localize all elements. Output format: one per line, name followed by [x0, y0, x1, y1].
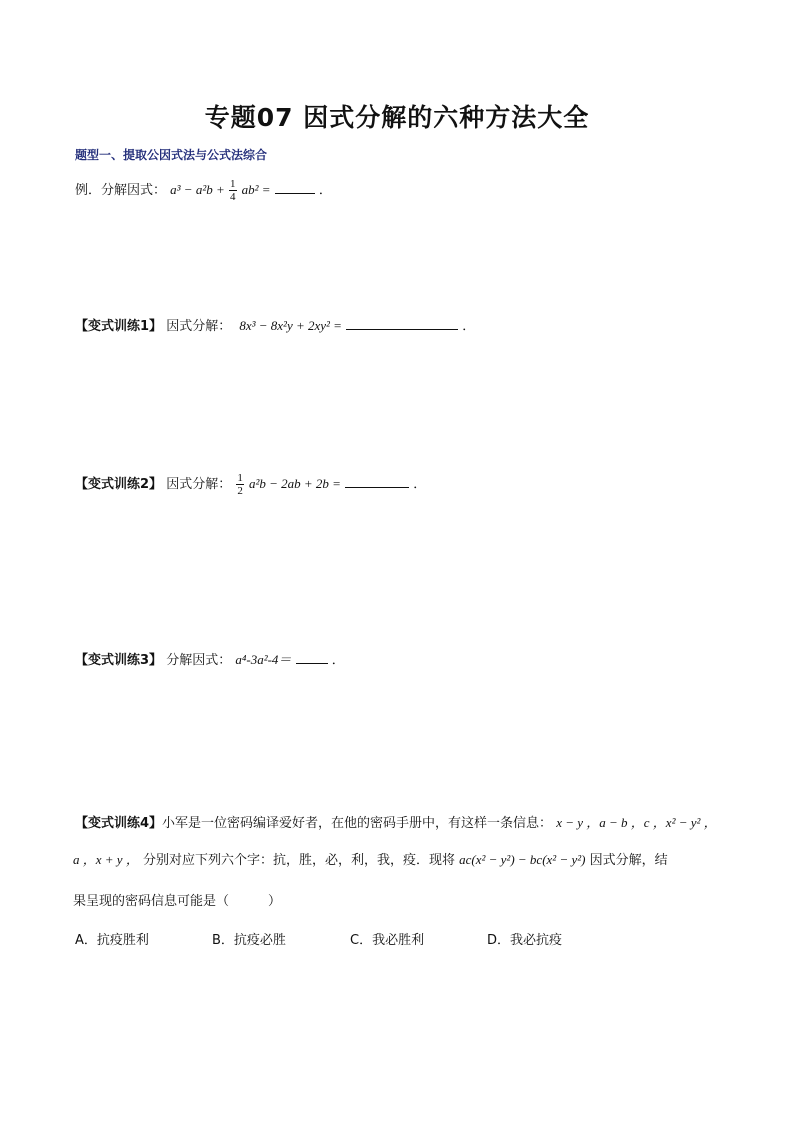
- question-2-text: 因式分解：: [166, 477, 232, 492]
- option-a[interactable]: [75, 929, 149, 948]
- example-expr-after: ab² =: [241, 182, 271, 197]
- page-title: 专题07 因式分解的六种方法大全: [204, 103, 590, 132]
- question-1-expr: 8x³ − 8x²y + 2xy² =: [239, 318, 342, 333]
- question-1: [75, 315, 475, 334]
- option-c[interactable]: [350, 929, 424, 948]
- fraction-numerator: 1: [230, 178, 236, 190]
- question-4-line-2-items: a ，x + y ，: [73, 852, 139, 867]
- question-2-expr: a²b − 2ab + 2b =: [248, 476, 341, 491]
- question-4-line-2-text: 分别对应下列六个字：抗，胜，必，利，我，疫．现将: [142, 853, 455, 868]
- question-4-line-3: 果呈现的密码信息可能是（ ）: [73, 894, 282, 909]
- question-2-fraction: [236, 472, 244, 497]
- question-4-label: 【变式训练4】: [75, 816, 163, 831]
- question-4-line-2-end: 因式分解，结: [589, 853, 668, 868]
- option-c-text: 我必胜利: [372, 933, 425, 948]
- question-2-end: ．: [413, 477, 427, 492]
- answer-blank[interactable]: [296, 651, 328, 664]
- answer-blank[interactable]: [346, 317, 458, 330]
- question-3-text: 分解因式：: [166, 653, 232, 668]
- option-a-key: A．: [75, 933, 97, 948]
- question-3-end: ．: [331, 653, 345, 668]
- answer-blank[interactable]: [275, 181, 315, 194]
- section-heading: 题型一、提取公因式法与公式法综合: [75, 148, 268, 162]
- option-a-text: 抗疫胜利: [96, 933, 149, 948]
- option-d-text: 我必抗疫: [510, 933, 563, 948]
- example-prefix: 例．分解因式：: [75, 183, 167, 198]
- question-1-text: 因式分解：: [166, 319, 232, 334]
- question-4-line-1: [75, 812, 717, 831]
- question-1-end: ．: [462, 319, 476, 334]
- question-4-line-1-items: x − y ，a − b ，c ，x² − y² ，: [556, 815, 717, 830]
- option-d[interactable]: [487, 929, 562, 948]
- fraction-denominator: 4: [230, 191, 236, 203]
- example-end: ．: [318, 183, 332, 198]
- question-1-label: 【变式训练1】: [75, 319, 163, 334]
- question-4-line-2-expr: ac(x² − y²) − bc(x² − y²): [459, 852, 586, 867]
- option-b[interactable]: [212, 929, 286, 948]
- question-3-label: 【变式训练3】: [75, 653, 163, 668]
- example-expr-before: a³ − a²b +: [170, 182, 228, 197]
- option-b-key: B．: [212, 933, 234, 948]
- answer-blank[interactable]: [345, 475, 409, 488]
- example-fraction: [229, 178, 237, 203]
- option-c-key: C．: [350, 933, 373, 948]
- option-d-key: D．: [487, 933, 511, 948]
- fraction-numerator: 1: [237, 472, 243, 484]
- example-question: [75, 178, 332, 203]
- option-b-text: 抗疫必胜: [233, 933, 286, 948]
- question-3-expr: a⁴-3a²-4＝: [235, 652, 292, 667]
- fraction-denominator: 2: [237, 485, 243, 497]
- question-4-line-1-text: 小军是一位密码编译爱好者，在他的密码手册中，有这样一条信息：: [162, 816, 553, 831]
- question-3: [75, 649, 345, 668]
- question-2: [75, 472, 426, 497]
- question-4-line-2: [73, 849, 668, 868]
- question-2-label: 【变式训练2】: [75, 477, 163, 492]
